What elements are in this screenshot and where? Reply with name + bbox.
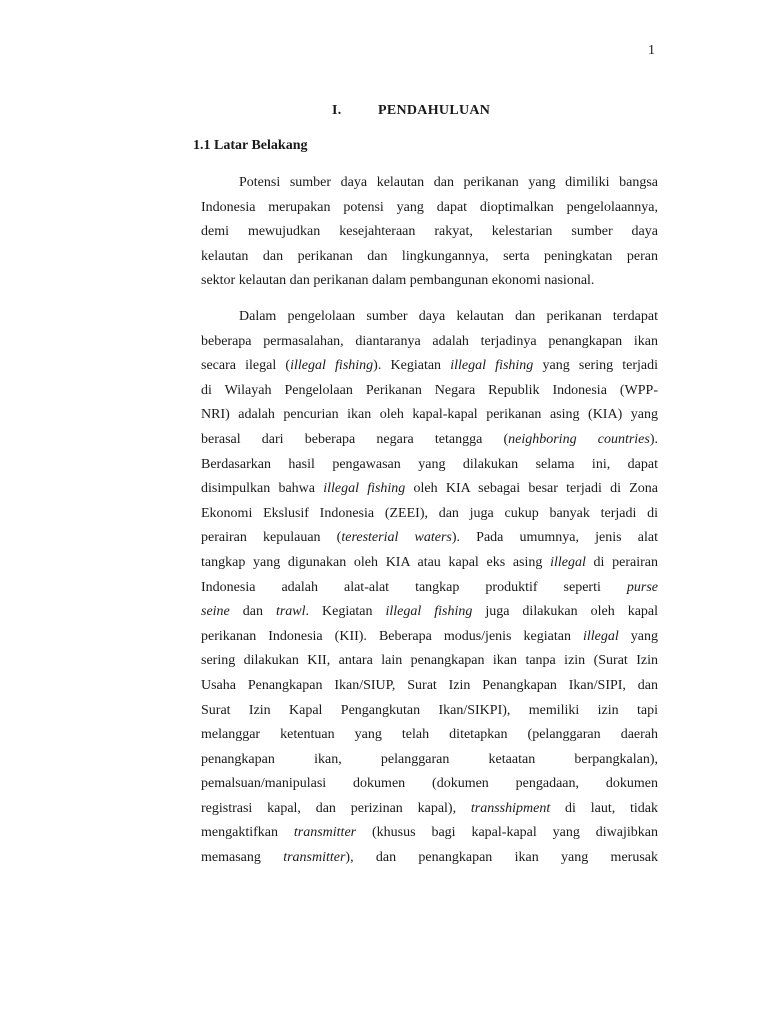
text-run: Usaha Penangkapan Ikan/SIUP, Surat Izin Penangkapan Ikan/SIPI, dan	[201, 677, 658, 693]
text-run: yang sering terjadi	[533, 358, 659, 374]
text-run: di laut, tidak	[550, 800, 658, 816]
text-line	[201, 699, 658, 724]
italic-term: illegal fishing	[290, 358, 374, 374]
text-run: ). Pada umumnya, jenis alat	[451, 530, 658, 546]
italic-term: illegal	[582, 628, 619, 644]
text-run: tangkap yang digunakan oleh KIA atau kapal eks asing	[201, 554, 551, 570]
text-line	[201, 600, 658, 625]
text-run: Ekonomi Ekslusif Indonesia (ZEEI), dan juga cukup banyak terjadi di	[201, 505, 658, 521]
text-run: Dalam pengelolaan sumber daya kelautan dan perikanan terdapat	[239, 309, 658, 324]
text-run: sektor kelautan dan perikanan dalam pembangunan ekonomi nasional.	[201, 273, 595, 289]
text-run: (khusus bagi kapal-kapal yang diwajibkan	[356, 825, 658, 841]
text-run: berasal dari beberapa negara tetangga (	[201, 431, 509, 447]
text-line	[201, 245, 658, 270]
italic-term: seine	[201, 604, 230, 620]
text-run: Berdasarkan hasil pengawasan yang dilakukan selama ini, dapat	[201, 456, 658, 472]
italic-term: illegal fishing	[450, 358, 534, 374]
text-line	[201, 171, 658, 196]
text-line	[201, 196, 658, 221]
text-run: Surat Izin Kapal Pengangkutan Ikan/SIKPI), memiliki izin tapi	[201, 702, 658, 718]
italic-term: trawl	[275, 604, 306, 620]
text-line	[201, 330, 658, 355]
text-line	[201, 453, 658, 478]
paragraph-2	[201, 305, 658, 871]
italic-term: transmitter	[283, 850, 346, 866]
italic-term: transmitter	[293, 825, 357, 841]
text-run: perikanan Indonesia (KII). Beberapa modus/jenis kegiatan	[201, 628, 583, 644]
text-run: melanggar ketentuan yang telah ditetapkan (pelanggaran daerah	[201, 727, 658, 743]
text-run: Potensi sumber daya kelautan dan perikanan yang dimiliki bangsa	[239, 175, 658, 190]
text-line	[201, 403, 658, 428]
text-run: oleh KIA sebagai besar terjadi di Zona	[405, 481, 658, 497]
text-run: beberapa permasalahan, diantaranya adalah terjadinya penangkapan ikan	[201, 333, 658, 349]
chapter-number: I.	[332, 103, 342, 118]
text-run: sering dilakukan KII, antara lain penangkapan ikan tanpa izin (Surat Izin	[201, 653, 658, 669]
text-run: mengaktifkan	[201, 825, 294, 841]
chapter-heading: PENDAHULUAN	[378, 103, 491, 118]
section-heading: 1.1 Latar Belakang	[193, 138, 308, 153]
text-run: perairan kepulauan (	[201, 530, 342, 546]
italic-term: illegal fishing	[385, 604, 473, 620]
text-run: dan	[229, 604, 276, 620]
text-run: ), dan penangkapan ikan yang merusak	[345, 850, 658, 866]
text-line	[201, 269, 658, 294]
text-line	[201, 551, 658, 576]
text-line	[201, 428, 658, 453]
italic-term: purse	[626, 579, 658, 595]
text-run: secara ilegal (	[201, 358, 291, 374]
text-line	[201, 821, 658, 846]
text-run: registrasi kapal, dan perizinan kapal),	[201, 800, 471, 816]
text-line	[201, 625, 658, 650]
text-run: NRI) adalah pencurian ikan oleh kapal-kapal perikanan asing (KIA) yang	[201, 407, 658, 423]
text-line	[201, 674, 658, 699]
text-line	[201, 502, 658, 527]
text-line	[201, 354, 658, 379]
text-run: disimpulkan bahwa	[201, 481, 324, 497]
text-run: pemalsuan/manipulasi dokumen (dokumen pengadaan, dokumen	[201, 776, 658, 792]
text-line	[201, 748, 658, 773]
text-line	[201, 846, 658, 871]
italic-term: illegal	[550, 554, 586, 570]
text-run: memasang	[201, 850, 284, 866]
italic-term: transshipment	[470, 800, 551, 816]
text-line	[201, 477, 658, 502]
text-run: di perairan	[585, 554, 658, 570]
text-run: ).	[649, 431, 659, 447]
text-run: di Wilayah Pengelolaan Perikanan Negara Republik Indonesia (WPP-	[201, 382, 658, 398]
italic-term: illegal fishing	[323, 481, 406, 497]
text-line	[201, 649, 658, 674]
text-run: demi mewujudkan kesejahteraan rakyat, kelestarian sumber daya	[201, 224, 658, 240]
text-line	[201, 220, 658, 245]
text-line	[201, 305, 658, 330]
text-run: penangkapan ikan, pelanggaran ketaatan berpangkalan),	[201, 751, 658, 767]
text-run: Indonesia adalah alat-alat tangkap produktif seperti	[201, 579, 627, 595]
paragraph-1	[201, 171, 658, 294]
text-line	[201, 772, 658, 797]
chapter-title	[332, 103, 490, 119]
text-line	[201, 379, 658, 404]
text-line	[201, 723, 658, 748]
text-line	[201, 797, 658, 822]
italic-term: teresterial waters	[341, 530, 452, 546]
text-run: ). Kegiatan	[373, 358, 451, 374]
text-line	[201, 576, 658, 601]
text-run: juga dilakukan oleh kapal	[472, 604, 659, 620]
text-run: kelautan dan perikanan dan lingkungannya, serta peningkatan peran	[201, 248, 658, 264]
text-run: Indonesia merupakan potensi yang dapat dioptimalkan pengelolaannya,	[201, 199, 658, 215]
text-run: yang	[618, 628, 659, 644]
page-number: 1	[648, 43, 655, 58]
italic-term: neighboring countries	[508, 431, 650, 447]
text-run: . Kegiatan	[305, 604, 386, 620]
text-line	[201, 526, 658, 551]
